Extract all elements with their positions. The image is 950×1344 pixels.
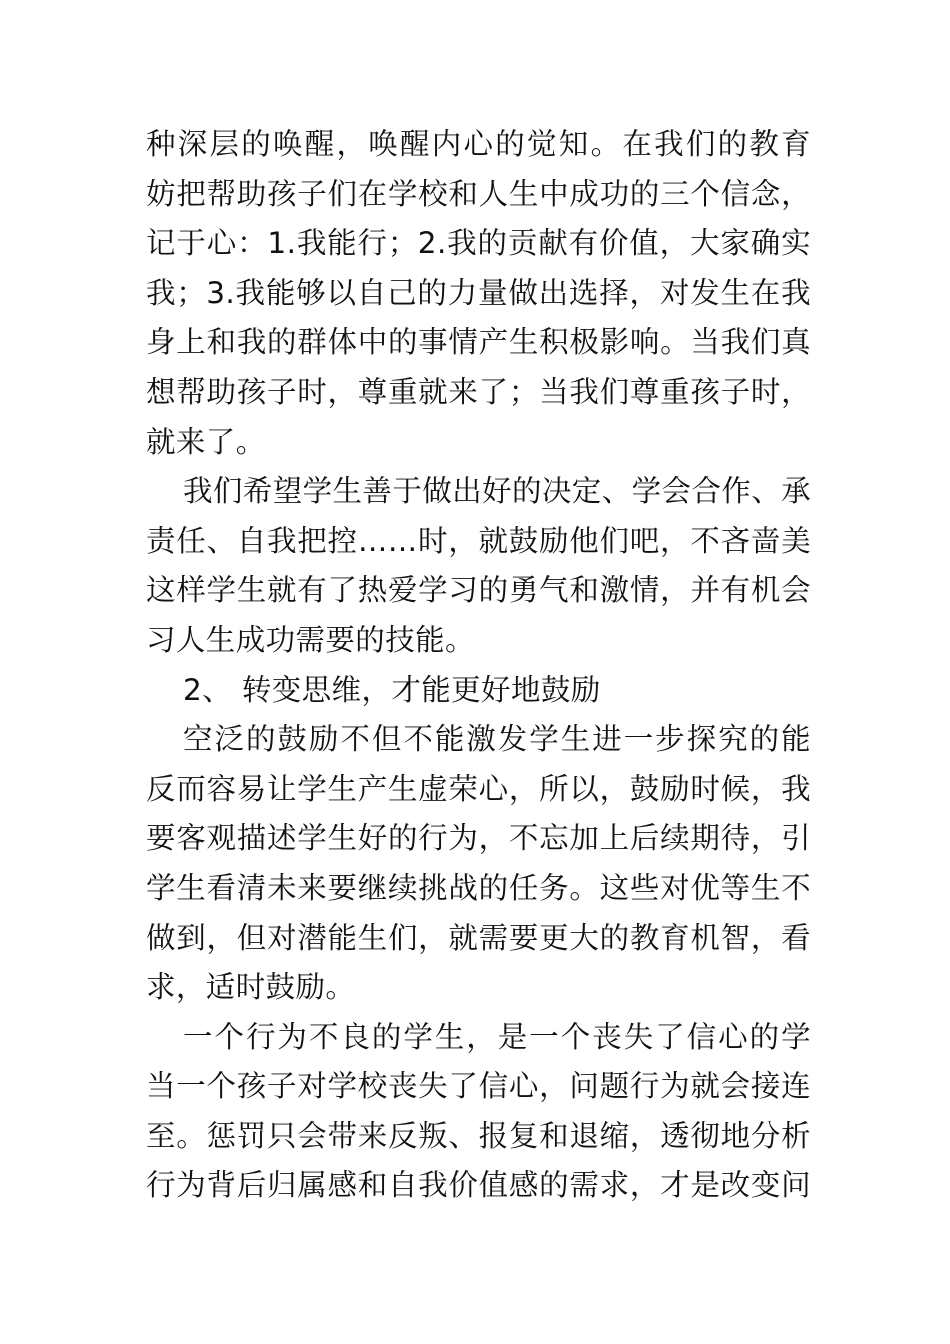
paragraph-first-line: 我们希望学生善于做出好的决定、学会合作、承	[183, 474, 811, 509]
text-line: 就来了。	[146, 424, 266, 459]
text-line: 这样学生就有了热爱学习的勇气和激情，并有机会	[146, 573, 811, 608]
text-line: 行为背后归属感和自我价值感的需求，才是改变问	[146, 1168, 811, 1203]
text-line: 习人生成功需要的技能。	[146, 622, 475, 657]
body-text	[146, 120, 811, 1211]
text-line: 责任、自我把控……时，就鼓励他们吧，不吝啬美	[146, 523, 811, 558]
paragraph-first-line: 空泛的鼓励不但不能激发学生进一步探究的能	[183, 722, 811, 757]
text-line: 求，适时鼓励。	[146, 970, 356, 1005]
text-line: 我；3.我能够以自己的力量做出选择，对发生在我	[146, 275, 811, 310]
text-line: 至。惩罚只会带来反叛、报复和退缩，透彻地分析	[146, 1118, 811, 1153]
section-heading: 2、 转变思维，才能更好地鼓励	[183, 672, 601, 707]
text-line: 身上和我的群体中的事情产生积极影响。当我们真	[146, 325, 811, 360]
text-line: 学生看清未来要继续挑战的任务。这些对优等生不	[146, 870, 811, 905]
text-line: 当一个孩子对学校丧失了信心，问题行为就会接连	[146, 1069, 811, 1104]
paragraph-first-line: 一个行为不良的学生，是一个丧失了信心的学	[183, 1019, 811, 1054]
text-line: 种深层的唤醒，唤醒内心的觉知。在我们的教育	[146, 127, 811, 161]
text-line: 做到，但对潜能生们，就需要更大的教育机智，看	[146, 920, 811, 955]
text-line: 反而容易让学生产生虚荣心，所以，鼓励时候，我	[146, 771, 811, 806]
text-line: 记于心：1.我能行；2.我的贡献有价值，大家确实	[146, 226, 811, 261]
text-line: 想帮助孩子时，尊重就来了；当我们尊重孩子时，	[146, 374, 811, 409]
text-line: 要客观描述学生好的行为，不忘加上后续期待，引	[146, 821, 811, 856]
text-line: 妨把帮助孩子们在学校和人生中成功的三个信念，	[146, 176, 811, 211]
